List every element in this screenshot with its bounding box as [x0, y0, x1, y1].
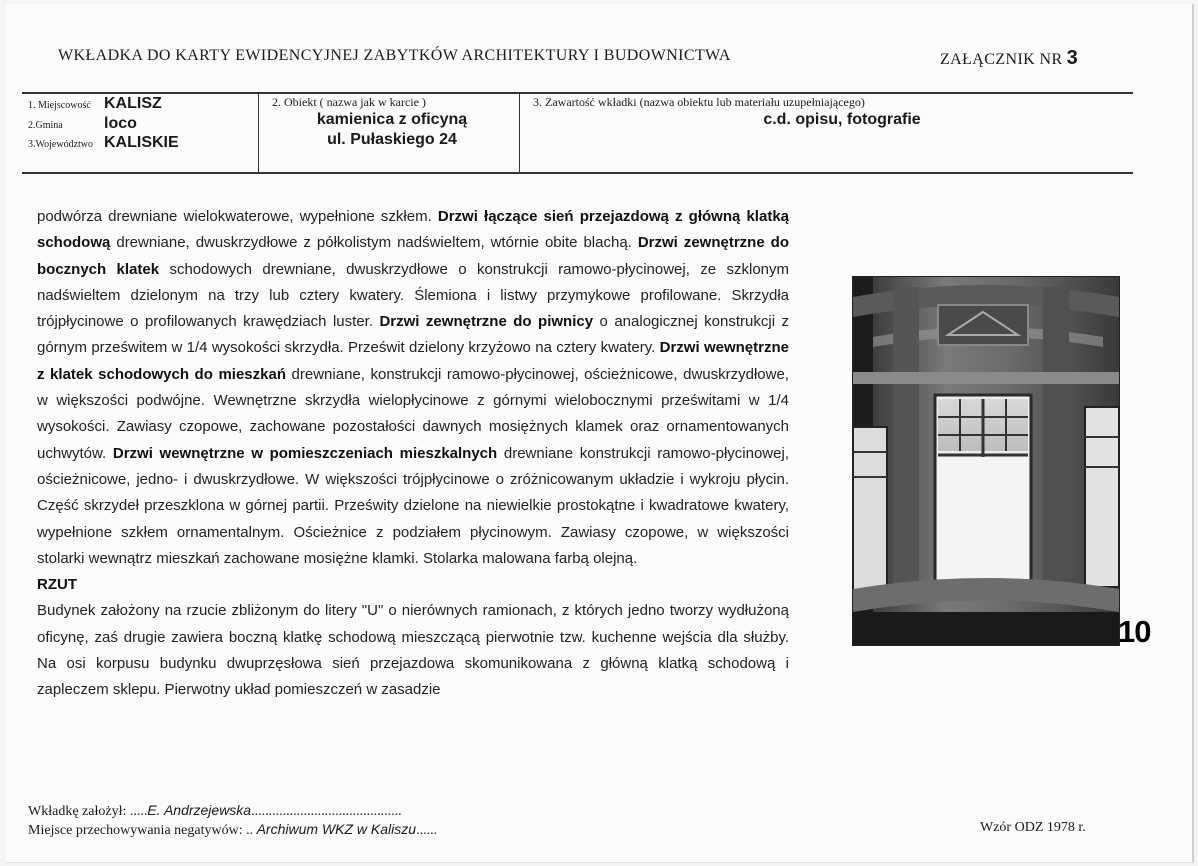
header-rule-bottom — [22, 172, 1133, 174]
facade-photo — [852, 276, 1120, 646]
wzor-year: 1978 — [1046, 820, 1075, 835]
description-paragraph-2: Budynek założony na rzucie zbliżonym do litery "U" o nierównych ramionach, z których jedno tworzy wydłużoną oficynę, zaś drugie zawiera boczną klatkę schodową mieszczącą pierwotnie tzw. kuchenne wejścia dla służby. Na osi korpusu budynku dwuprzęsłowa sień przejazdowa skomunikowana z główną klatką schodową i zapleczem sklepu. Pierwotny układ pomieszczeń w zasadzie — [37, 602, 789, 699]
created-by-label: Wkładkę założył: ..... — [28, 804, 148, 819]
object-label: 2. Obiekt ( nazwa jak w karcie ) — [272, 95, 426, 109]
wzor-code: ODZ — [1014, 820, 1044, 835]
object-name: kamienica z oficyną — [316, 111, 468, 128]
field-label: 1. Miejscowość — [28, 100, 91, 111]
created-by-dots: ........................................... — [251, 804, 402, 819]
object-address: ul. Pułaskiego 24 — [327, 131, 457, 148]
bold-heading-run: Drzwi zewnętrzne do piwnicy — [379, 313, 594, 331]
photo-number: 10 — [1118, 614, 1151, 649]
bold-heading-run: Drzwi wewnętrzne w pomieszczeniach mieszkalnych — [112, 444, 498, 462]
negatives-label: Miejsce przechowywania negatywów: .. — [28, 823, 257, 838]
text-run: podwórza drewniane wielokwaterowe, wypełnione szkłem. — [37, 208, 438, 225]
field-label: 2.Gmina — [28, 120, 63, 131]
contents-value: c.d. opisu, fotografie — [763, 111, 921, 128]
text-run: drewniane konstrukcji ramowo-płycinowej, ościeżnicowe, jedno- i dwuskrzydłowe. W większości trójpłycinowe o zróżnicowanym układzie i wykroju płycin. Część skrzydeł przeszklona w górnej partii. Prześwity dzielone na niewielkie prostokątne i kwadratowe kwatery, wypełnione szkłem ornamentalnym. Ościeżnice z podziałem płycinowym. Zawiasy czopowe, w większości stolarki wewnątrz mieszkań zachowane mosiężne klamki. Stolarka malowana farbą olejną. — [37, 444, 789, 567]
attachment-value: 3 — [1066, 47, 1079, 69]
bold-heading-run: Drzwi łączące sień przejazdową z główną klatką schodową — [37, 208, 789, 252]
footer-created-by — [28, 802, 402, 820]
negatives-dots: ...... — [416, 823, 438, 838]
field-gmina — [28, 115, 137, 133]
wzor-suffix: r. — [1078, 820, 1086, 835]
header-rule-top — [22, 92, 1133, 94]
description-text — [37, 204, 789, 704]
field-value: loco — [104, 115, 137, 132]
text-run: drewniane, konstrukcji ramowo-płycinowej, ościeżnicowe, dwuskrzydłowe, w większości podwójne. Wewnętrzne skrzydła wielopłycinowe z górnymi wielobocznymi prześwitami w 1/4 wysokości. Zawiasy czopowe, zachowane pozostałości dawnych mosiężnych klamek oraz ornamentowanych uchwytów. — [37, 365, 789, 462]
section-title-rzut: RZUT — [37, 576, 77, 594]
bold-heading-run: Drzwi zewnętrzne do bocznych klatek — [37, 234, 789, 278]
attachment-number — [940, 47, 1078, 70]
footer-negatives — [28, 821, 437, 839]
text-run: drewniane, dwuskrzydłowe z półkolistym nadświeltem, wtórnie obite blachą. — [110, 234, 638, 252]
description-paragraph-1 — [37, 204, 789, 572]
negatives-value: Archiwum WKZ w Kaliszu — [256, 821, 417, 837]
form-template-code — [980, 820, 1086, 836]
box-divider-2 — [519, 93, 520, 173]
text-run: schodowych drewniane, dwuskrzydłowe o konstrukcji ramowo-płycinowej, ze szklonym nadświeltem dzielonym na trzy lub cztery kwatery. Ślemiona i listwy przymykowe profilowane. Skrzydła trójpłycinowe o profilowanych krawędziach luster. — [37, 260, 789, 331]
created-by-value: E. Andrzejewska — [147, 802, 252, 818]
attachment-label: ZAŁĄCZNIK NR — [940, 51, 1063, 68]
field-value: KALISKIE — [104, 134, 179, 151]
field-wojewodztwo — [28, 134, 179, 152]
box-divider-1 — [258, 93, 259, 173]
field-label: 3.Województwo — [28, 139, 94, 150]
contents-label: 3. Zawartość wkładki (nazwa obiektu lub materiału uzupełniającego) — [533, 95, 865, 109]
form-title: WKŁADKA DO KARTY EWIDENCYJNEJ ZABYTKÓW ARCHITEKTURY I BUDOWNICTWA — [58, 47, 731, 64]
text-run: o analogicznej konstrukcji z górnym prześwitem w 1/4 wysokości skrzydła. Prześwit dzielony krzyżowo na cztery kwatery. — [37, 313, 789, 357]
bold-heading-run: Drzwi wewnętrzne z klatek schodowych do mieszkań — [37, 339, 789, 383]
field-value: KALISZ — [104, 95, 162, 112]
field-miejscowosc — [28, 95, 162, 113]
wzor-label: Wzór — [980, 820, 1012, 835]
